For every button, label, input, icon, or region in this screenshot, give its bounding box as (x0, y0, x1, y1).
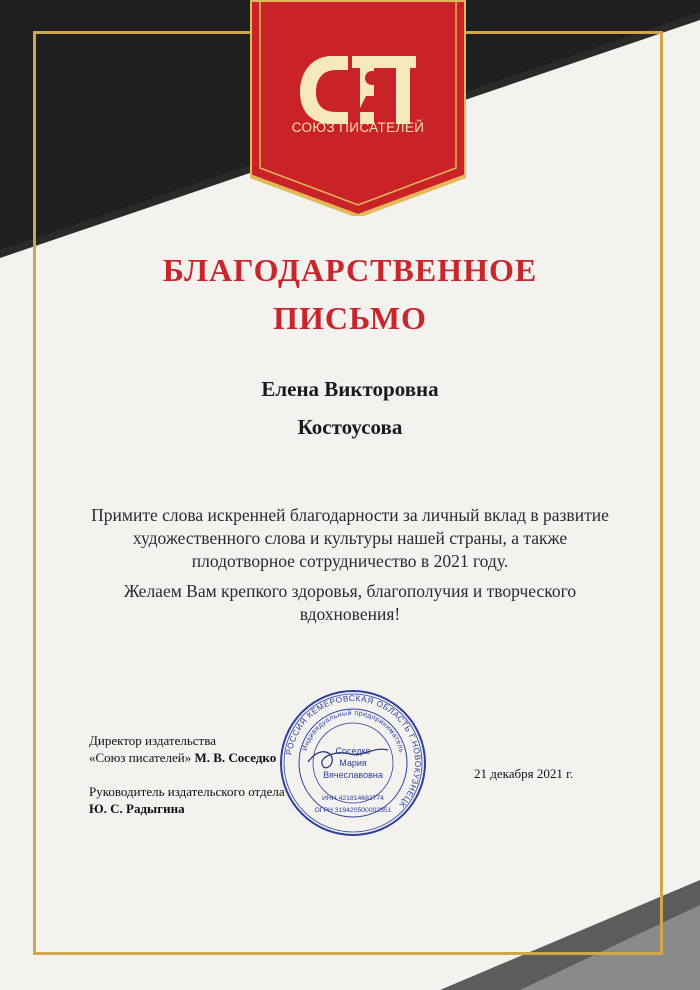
stamp-inn: ИНН 421814682774 (322, 795, 384, 802)
stamp-center-line-2: Мария (339, 758, 367, 768)
editor-name: Ю. С. Радыгина (89, 801, 185, 816)
stamp-center-line-1: Соседко (335, 746, 371, 756)
director-signature-block (89, 732, 276, 766)
title-line-2: ПИСЬМО (273, 300, 427, 336)
body-paragraph-1: Примите слова искренней благодарности за личный вклад в развитие художественного слова и культуры нашей страны, а также плодотворное сотрудничество в 2021 году. (91, 505, 609, 571)
editor-signature-block (89, 783, 285, 817)
director-name: М. В. Соседко (194, 750, 277, 765)
logo-org-name: СОЮЗ ПИСАТЕЛЕЙ (291, 120, 425, 135)
official-stamp (278, 688, 428, 838)
letter-date: 21 декабря 2021 г. (474, 766, 574, 781)
body-paragraph-2: Желаем Вам крепкого здоровья, благополучия и творческого вдохновения! (123, 581, 577, 624)
title-line-1: БЛАГОДАРСТВЕННОЕ (162, 252, 538, 288)
director-title-line-2: «Союз писателей» (89, 750, 192, 765)
recipient-surname: Костоусова (297, 415, 403, 439)
stamp-inner-text: Индивидуальный предприниматель (301, 709, 405, 754)
stamp-center-line-3: Вячеславовна (323, 770, 383, 780)
editor-title: Руководитель издательского отдела (89, 784, 285, 799)
emblem-banner (250, 0, 466, 216)
recipient-first-names: Елена Викторовна (261, 377, 439, 401)
stamp-ogrn: ОГРН 319420500002351 (314, 807, 392, 814)
stamp-outer-text: РОССИЯ КЕМЕРОВСКАЯ ОБЛАСТЬ Г.НОВОКУЗНЕЦК (284, 693, 423, 810)
director-title-line-1: Директор издательства (89, 733, 216, 748)
